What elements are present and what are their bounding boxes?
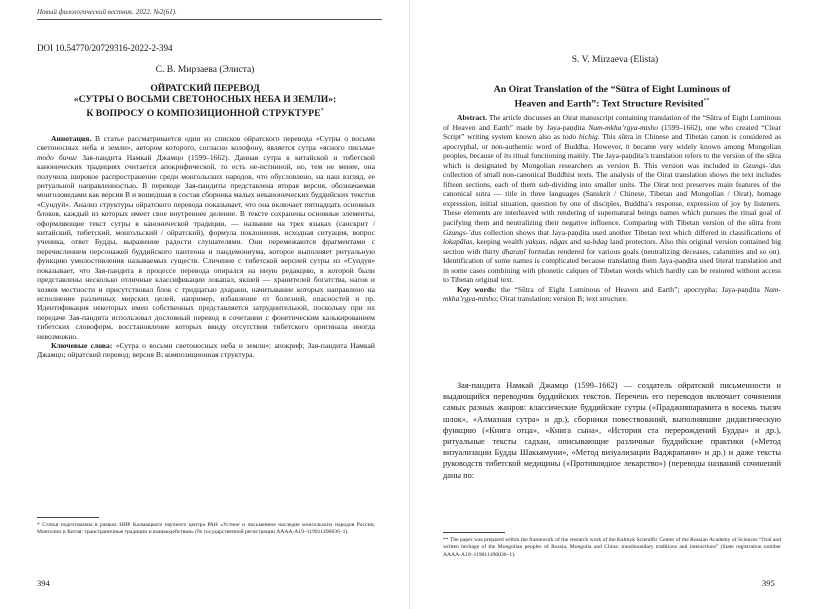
footnote-rule <box>443 532 505 533</box>
footnote-mark: ** <box>703 97 710 104</box>
title-en-line: An Oirat Translation of the “Sūtra of Eight Luminous of <box>493 84 731 95</box>
title-ru-line: «СУТРЫ О ВОСЬМИ СВЕТОНОСНЫХ НЕБА И ЗЕМЛИ»: <box>73 94 337 106</box>
abstract-ru <box>37 134 375 360</box>
body-paragraph: Зая-пандита Намкай Джамцо (1599–1662) — создатель ойратской письменности и выдающийся переводчик буддийских текстов. Перечень его переводов включает сочинения самых разных жанров: классические буддийские сутры («Праджняпарамита в восемь тысяч шлок», «Алмазная сутра» и др.), сборники повествований, выполнявшие дидактическую функцию («Книга отца», «Книга сына», «История ста перерождений Будды» и др.), ритуальные тексты садхан, описывающие различные буддийские практики («Метод визуализации Будды Шакьямуни», «Метод визуализации Ваджрапани» и др.) и даже тексты руководств тибетской медицины («Противоядное лекарство») (переводы названий сочинений даны по: <box>443 381 781 480</box>
title-ru-line: ОЙРАТСКИЙ ПЕРЕВОД <box>150 83 260 94</box>
body-text <box>443 380 781 481</box>
abstract-en-paragraph: Abstract. The article discusses an Oirat manuscript containing translation of the “Sūtra of Eight Luminous of Heaven and Earth” made by Jaya-paṇḍita Nam-mkha’rgya-mtsho (1599–1662), one who created “Clear Script” writing system known also as todo bichig. This sūtra in Chinese and Tibetan canon is considered as apocryphal, or non-authentic word of Buddha. However, it became very widely known among Mongolian peoples, because of its ritual functioning mainly. The Jaya-paṇḍita’s translation refers to the version of the sūtra which is designated by Mongolian researchers as version B. This version was included in Gzungs-’dus collection of small non-canonical Buddhist texts. The analysis of the Oirat translation shows the text includes fifteen sections, each of them sub-dividing into smaller units. The Oirat text preserves main features of the canonical sutra — title in three languages (Sanskrit / Chinese, Tibetan and Mongolian / Oirat), homage expression, initial situation, question by one of disciples, Buddha’s response, expression of joy by listeners. These elements are interleaved with rendering of supernatural beings names which pursues the ritual goal of pacifying them and neutralizing their negative influence. Comparing with Tibetan version of the sūtra from Gzungs-’dus collection shows that Jaya-paṇḍita used another Tibetan text which differed in classifications of lokapālas, keeping wealth yakṣas, nāgas and sa-bdag land protectors. Also this original version contained big section with thirty dharaṇī formulas rendered for various goals (neutralizing deceases, calamities and so on). Identification of some names is complicated because translating them Jaya-paṇḍita used literal translation and in some cases combining with phonetic calques of Tibetan words which hardly can be restored without access to Tibetan original text. <box>443 113 782 285</box>
author-ru: С. В. Мирзаева (Элиста) <box>155 65 255 75</box>
footnote-mark: * <box>320 107 324 114</box>
title-ru-line: К ВОПРОСУ О КОМПОЗИЦИОННОЙ СТРУКТУРЕ* <box>86 107 324 119</box>
keywords-label: Key words: <box>457 284 497 294</box>
footnote-en: ** The paper was prepared within the framework of the research work of the Kalmyk Scientific Center of the Russian Academy of Sciences “Oral and written heritage of the Mongolian peoples of Russia, Mongolia and China: transboundary traditions and interactions” (State registration number АААА-А19–119011490036–1). <box>443 537 781 558</box>
abstract-en <box>443 113 781 304</box>
author-en: S. V. Mirzaeva (Elista) <box>571 55 659 65</box>
keywords-en: Key words: the “Sūtra of Eight Luminous of Heaven and Earth”; apocrypha; Jaya-paṇḍita Nam-mkha’rgya-mtsho; Oirat translation; version B; text structure. <box>443 284 781 304</box>
keywords-label: Ключевые слова: <box>51 340 113 350</box>
abstract-ru-paragraph: Аннотация. В статье рассматривается один из списков ойратского перевода «Сутры о восьми светоносных неба и земли», автором которого, согласно колофону, является сутра «ясного письма» тодо бичиг Зая-пандита Намкай Джамцо (1599–1662). Данная сутра в китайской и тибетской канонических традициях считается апокрифической, то есть не-истинной, но, тем не менее, она получила широкое распространение среди монгольских народов, что обусловлено, на наш взгляд, ее ритуальной направленностью. В переводе Зая-пандиты представлена вторая версия, обозначаемая монголоведами как версия B и вошедшая в состав сборника малых неканонических буддийских текстов «Сундуй». Анализ структуры ойратского перевода показывает, что она включает пятнадцать основных блоков, каждый из которых имеет свое внутреннее деление. В тексте сохранены основные элементы, оформляющие текст сутры в канонической традиции, — название на трех языках (санскрит / китайский, тибетский, монгольский / ойратский), формула поклонения, исходная ситуация, вопрос ученика, ответ Будды, выражение радости слушателями. Они перемежаются фрагментами с перечислением персонажей буддийского пантеона и пандемониума, которое выполняет ритуальную функцию умилостивления называемых существ. Сличение с тибетской версией сутры из «Сундуя» показывает, что Зая-пандита в процессе перевода опирался на иную редакцию, в которой были представлены несколько отличные классификации локапал, якшей — хранителей богатства, нагов и хозяев местности и присутствовал блок с тридцатью дхарани, начитывание которых направлено на исполнение различных мирских целей, например, избавление от болезней, опасностей и пр. Идентификация некоторых имен собственных представляется затруднительной, поскольку при их передаче Зая-пандита использовал дословный перевод в сочетании с фонетическим калькированием тибетских словоформ, восстановление которых ввиду отсутствия тибетского оригинала иногда невозможно. <box>37 134 375 341</box>
keywords-ru: Ключевые слова: «Сутра о восьми светоносных неба и земли»; апокриф; Зая-пандита Намкай Джамцо; ойратский перевод; версия B; композиционная структура. <box>37 340 375 360</box>
footnote-rule <box>37 517 99 518</box>
title-en <box>443 84 781 109</box>
doi-line: DOI 10.54770/20729316-2022-2-394 <box>37 43 173 53</box>
book-gutter <box>409 0 410 609</box>
abstract-label: Аннотация. <box>51 134 92 143</box>
abstract-label: Abstract. <box>457 113 487 122</box>
title-en-line: Heaven and Earth”: Text Structure Revisited** <box>514 97 710 109</box>
header-rule <box>37 19 382 20</box>
page-number-left: 394 <box>37 578 50 588</box>
footnote-ru: * Статья подготовлена в рамках НИР Калмыцкого научного центра РАН «Устное и письменное наследие монгольских народов России, Монголии и Китая: трансграничные традиции и взаимодействия» (№ государственной регистрации АААА-А19–119011490036–1). <box>37 522 375 536</box>
page-number-right: 395 <box>762 578 775 588</box>
title-ru <box>36 83 374 119</box>
journal-header: Новый филологический вестник. 2022. №2(61). <box>37 8 177 16</box>
